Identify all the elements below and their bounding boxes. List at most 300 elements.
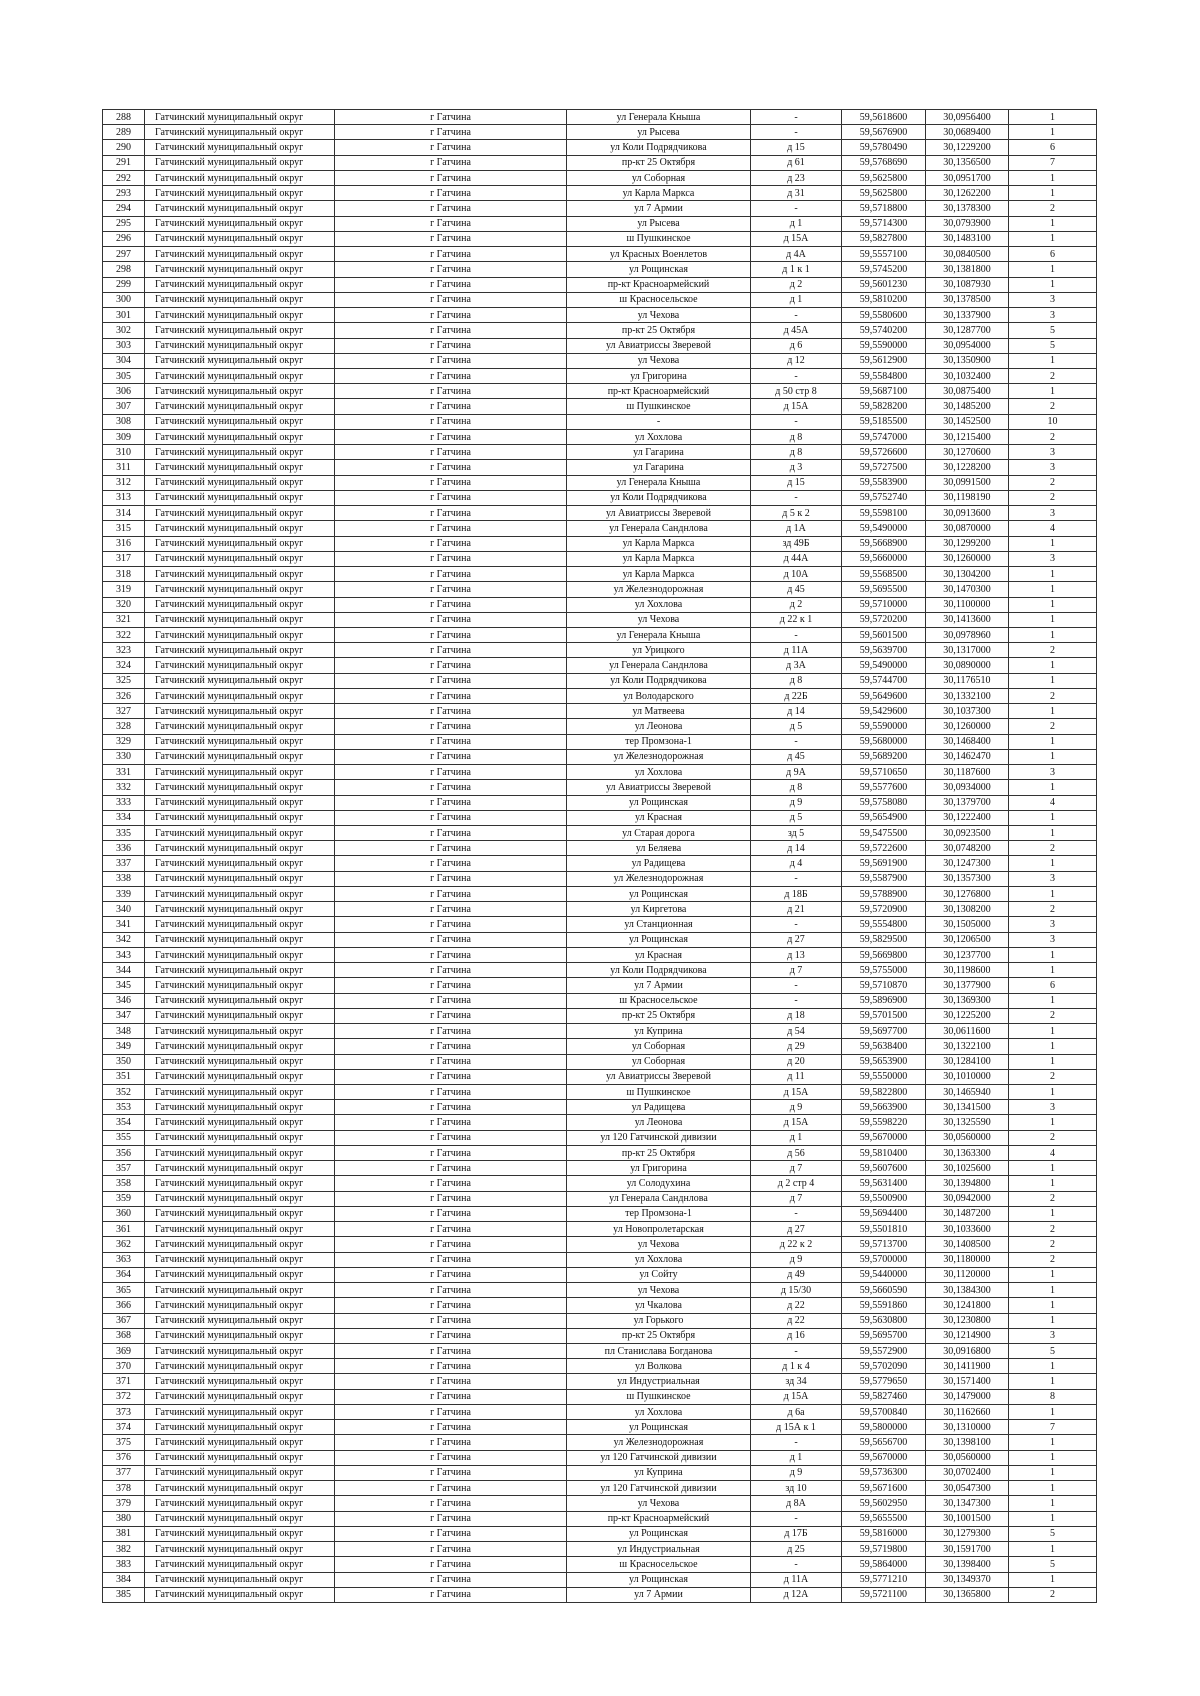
table-row — [103, 368, 1097, 383]
longitude-cell: 30,1332100 — [926, 688, 1009, 703]
longitude-cell: 30,1241800 — [926, 1298, 1009, 1313]
street-cell: ул Соборная — [567, 1054, 751, 1069]
settlement-cell: г Гатчина — [335, 490, 567, 505]
count-cell: 1 — [1009, 1283, 1097, 1298]
municipal-district-cell: Гатчинский муниципальный округ — [145, 1404, 335, 1419]
latitude-cell: 59,5710650 — [842, 765, 926, 780]
street-cell: ул Соборная — [567, 170, 751, 185]
count-cell: 7 — [1009, 1420, 1097, 1435]
latitude-cell: 59,5810400 — [842, 1145, 926, 1160]
settlement-cell: г Гатчина — [335, 110, 567, 125]
municipal-district-cell: Гатчинский муниципальный округ — [145, 1587, 335, 1602]
table-row — [103, 1237, 1097, 1252]
municipal-district-cell: Гатчинский муниципальный округ — [145, 917, 335, 932]
settlement-cell: г Гатчина — [335, 460, 567, 475]
row-number-cell: 345 — [103, 978, 145, 993]
street-cell: ул Красных Военлетов — [567, 247, 751, 262]
house-cell: д 9 — [751, 795, 842, 810]
municipal-district-cell: Гатчинский муниципальный округ — [145, 1557, 335, 1572]
count-cell: 1 — [1009, 262, 1097, 277]
latitude-cell: 59,5625800 — [842, 186, 926, 201]
longitude-cell: 30,1198600 — [926, 963, 1009, 978]
house-cell: - — [751, 1557, 842, 1572]
table-row — [103, 856, 1097, 871]
row-number-cell: 329 — [103, 734, 145, 749]
latitude-cell: 59,5660590 — [842, 1283, 926, 1298]
municipal-district-cell: Гатчинский муниципальный округ — [145, 841, 335, 856]
house-cell: д 15А — [751, 399, 842, 414]
street-cell: ул Красная — [567, 810, 751, 825]
row-number-cell: 305 — [103, 368, 145, 383]
street-cell: ул 120 Гатчинской дивизии — [567, 1450, 751, 1465]
table-row — [103, 1420, 1097, 1435]
row-number-cell: 302 — [103, 323, 145, 338]
settlement-cell: г Гатчина — [335, 1191, 567, 1206]
row-number-cell: 365 — [103, 1283, 145, 1298]
street-cell: ул Григорина — [567, 368, 751, 383]
count-cell: 1 — [1009, 658, 1097, 673]
longitude-cell: 30,1279300 — [926, 1526, 1009, 1541]
row-number-cell: 334 — [103, 810, 145, 825]
longitude-cell: 30,1394800 — [926, 1176, 1009, 1191]
longitude-cell: 30,0923500 — [926, 826, 1009, 841]
latitude-cell: 59,5590000 — [842, 338, 926, 353]
latitude-cell: 59,5710870 — [842, 978, 926, 993]
street-cell: ул Авиатриссы Зверевой — [567, 780, 751, 795]
street-cell: ул Авиатриссы Зверевой — [567, 1069, 751, 1084]
street-cell: ул Рощинская — [567, 795, 751, 810]
settlement-cell: г Гатчина — [335, 1374, 567, 1389]
municipal-district-cell: Гатчинский муниципальный округ — [145, 643, 335, 658]
table-row — [103, 201, 1097, 216]
street-cell: ул Коли Подрядчикова — [567, 673, 751, 688]
longitude-cell: 30,1341500 — [926, 1100, 1009, 1115]
longitude-cell: 30,1381800 — [926, 262, 1009, 277]
settlement-cell: г Гатчина — [335, 1008, 567, 1023]
table-row — [103, 353, 1097, 368]
latitude-cell: 59,5680000 — [842, 734, 926, 749]
house-cell: д 8А — [751, 1496, 842, 1511]
house-cell: д 45 — [751, 582, 842, 597]
table-row — [103, 765, 1097, 780]
municipal-district-cell: Гатчинский муниципальный округ — [145, 810, 335, 825]
house-cell: д 6 — [751, 338, 842, 353]
house-cell: д 11 — [751, 1069, 842, 1084]
street-cell: пр-кт 25 Октября — [567, 1328, 751, 1343]
settlement-cell: г Гатчина — [335, 704, 567, 719]
municipal-district-cell: Гатчинский муниципальный округ — [145, 1328, 335, 1343]
settlement-cell: г Гатчина — [335, 1206, 567, 1221]
row-number-cell: 380 — [103, 1511, 145, 1526]
row-number-cell: 372 — [103, 1389, 145, 1404]
municipal-district-cell: Гатчинский муниципальный округ — [145, 902, 335, 917]
house-cell: д 1 к 1 — [751, 262, 842, 277]
row-number-cell: 317 — [103, 551, 145, 566]
table-row — [103, 125, 1097, 140]
table-row — [103, 1008, 1097, 1023]
settlement-cell: г Гатчина — [335, 1024, 567, 1039]
settlement-cell: г Гатчина — [335, 673, 567, 688]
latitude-cell: 59,5475500 — [842, 826, 926, 841]
longitude-cell: 30,0702400 — [926, 1465, 1009, 1480]
latitude-cell: 59,5687100 — [842, 384, 926, 399]
table-row — [103, 323, 1097, 338]
settlement-cell: г Гатчина — [335, 1115, 567, 1130]
row-number-cell: 377 — [103, 1465, 145, 1480]
latitude-cell: 59,5829500 — [842, 932, 926, 947]
longitude-cell: 30,1462470 — [926, 749, 1009, 764]
row-number-cell: 327 — [103, 704, 145, 719]
street-cell: тер Промзона-1 — [567, 734, 751, 749]
table-row — [103, 1450, 1097, 1465]
longitude-cell: 30,0991500 — [926, 475, 1009, 490]
house-cell: - — [751, 201, 842, 216]
count-cell: 1 — [1009, 1481, 1097, 1496]
count-cell: 5 — [1009, 338, 1097, 353]
table-row — [103, 1496, 1097, 1511]
longitude-cell: 30,0954000 — [926, 338, 1009, 353]
row-number-cell: 351 — [103, 1069, 145, 1084]
street-cell: ул Радищева — [567, 1100, 751, 1115]
municipal-district-cell: Гатчинский муниципальный округ — [145, 1313, 335, 1328]
longitude-cell: 30,1287700 — [926, 323, 1009, 338]
municipal-district-cell: Гатчинский муниципальный округ — [145, 1359, 335, 1374]
row-number-cell: 297 — [103, 247, 145, 262]
table-row — [103, 719, 1097, 734]
count-cell: 3 — [1009, 292, 1097, 307]
row-number-cell: 381 — [103, 1526, 145, 1541]
street-cell: ул Чехова — [567, 353, 751, 368]
longitude-cell: 30,1483100 — [926, 231, 1009, 246]
settlement-cell: г Гатчина — [335, 1542, 567, 1557]
street-cell: ул Куприна — [567, 1024, 751, 1039]
registry-table-sheet — [102, 109, 1096, 1603]
latitude-cell: 59,5601500 — [842, 627, 926, 642]
house-cell: д 50 стр 8 — [751, 384, 842, 399]
house-cell: д 1А — [751, 521, 842, 536]
settlement-cell: г Гатчина — [335, 216, 567, 231]
longitude-cell: 30,0611600 — [926, 1024, 1009, 1039]
house-cell: д 23 — [751, 170, 842, 185]
street-cell: ул Урицкого — [567, 643, 751, 658]
longitude-cell: 30,1465940 — [926, 1085, 1009, 1100]
row-number-cell: 348 — [103, 1024, 145, 1039]
count-cell: 1 — [1009, 277, 1097, 292]
table-row — [103, 1343, 1097, 1358]
latitude-cell: 59,5612900 — [842, 353, 926, 368]
municipal-district-cell: Гатчинский муниципальный округ — [145, 1572, 335, 1587]
longitude-cell: 30,1284100 — [926, 1054, 1009, 1069]
count-cell: 2 — [1009, 1237, 1097, 1252]
count-cell: 1 — [1009, 704, 1097, 719]
longitude-cell: 30,1411900 — [926, 1359, 1009, 1374]
latitude-cell: 59,5768690 — [842, 155, 926, 170]
street-cell: - — [567, 414, 751, 429]
latitude-cell: 59,5631400 — [842, 1176, 926, 1191]
latitude-cell: 59,5598220 — [842, 1115, 926, 1130]
house-cell: - — [751, 490, 842, 505]
street-cell: ул Железнодорожная — [567, 871, 751, 886]
latitude-cell: 59,5653900 — [842, 1054, 926, 1069]
municipal-district-cell: Гатчинский муниципальный округ — [145, 475, 335, 490]
longitude-cell: 30,1037300 — [926, 704, 1009, 719]
street-cell: ул Радищева — [567, 856, 751, 871]
municipal-district-cell: Гатчинский муниципальный округ — [145, 1252, 335, 1267]
table-row — [103, 704, 1097, 719]
street-cell: ул Индустриальная — [567, 1542, 751, 1557]
settlement-cell: г Гатчина — [335, 780, 567, 795]
longitude-cell: 30,1349370 — [926, 1572, 1009, 1587]
table-row — [103, 170, 1097, 185]
municipal-district-cell: Гатчинский муниципальный округ — [145, 445, 335, 460]
row-number-cell: 349 — [103, 1039, 145, 1054]
longitude-cell: 30,0956400 — [926, 110, 1009, 125]
house-cell: д 12А — [751, 1587, 842, 1602]
table-row — [103, 643, 1097, 658]
municipal-district-cell: Гатчинский муниципальный округ — [145, 399, 335, 414]
latitude-cell: 59,5663900 — [842, 1100, 926, 1115]
house-cell: - — [751, 1511, 842, 1526]
municipal-district-cell: Гатчинский муниципальный округ — [145, 1069, 335, 1084]
longitude-cell: 30,0560000 — [926, 1130, 1009, 1145]
count-cell: 5 — [1009, 1526, 1097, 1541]
municipal-district-cell: Гатчинский муниципальный округ — [145, 1085, 335, 1100]
longitude-cell: 30,0689400 — [926, 125, 1009, 140]
street-cell: ул Рощинская — [567, 1572, 751, 1587]
latitude-cell: 59,5568500 — [842, 567, 926, 582]
latitude-cell: 59,5779650 — [842, 1374, 926, 1389]
longitude-cell: 30,1276800 — [926, 886, 1009, 901]
municipal-district-cell: Гатчинский муниципальный округ — [145, 978, 335, 993]
row-number-cell: 342 — [103, 932, 145, 947]
row-number-cell: 336 — [103, 841, 145, 856]
street-cell: ул Рысева — [567, 216, 751, 231]
row-number-cell: 356 — [103, 1145, 145, 1160]
table-row — [103, 1572, 1097, 1587]
house-cell: д 54 — [751, 1024, 842, 1039]
settlement-cell: г Гатчина — [335, 155, 567, 170]
count-cell: 3 — [1009, 765, 1097, 780]
house-cell: зд 49Б — [751, 536, 842, 551]
table-row — [103, 429, 1097, 444]
municipal-district-cell: Гатчинский муниципальный округ — [145, 384, 335, 399]
municipal-district-cell: Гатчинский муниципальный округ — [145, 110, 335, 125]
latitude-cell: 59,5440000 — [842, 1267, 926, 1282]
longitude-cell: 30,1237700 — [926, 947, 1009, 962]
municipal-district-cell: Гатчинский муниципальный округ — [145, 1374, 335, 1389]
table-row — [103, 1374, 1097, 1389]
street-cell: ул Карла Маркса — [567, 567, 751, 582]
table-row — [103, 1542, 1097, 1557]
settlement-cell: г Гатчина — [335, 1313, 567, 1328]
table-row — [103, 1206, 1097, 1221]
table-row — [103, 460, 1097, 475]
longitude-cell: 30,1308200 — [926, 902, 1009, 917]
latitude-cell: 59,5670000 — [842, 1130, 926, 1145]
longitude-cell: 30,1485200 — [926, 399, 1009, 414]
latitude-cell: 59,5771210 — [842, 1572, 926, 1587]
count-cell: 3 — [1009, 460, 1097, 475]
settlement-cell: г Гатчина — [335, 1511, 567, 1526]
street-cell: ул Железнодорожная — [567, 1435, 751, 1450]
longitude-cell: 30,1032400 — [926, 368, 1009, 383]
row-number-cell: 355 — [103, 1130, 145, 1145]
table-row — [103, 1328, 1097, 1343]
municipal-district-cell: Гатчинский муниципальный округ — [145, 627, 335, 642]
street-cell: пр-кт 25 Октября — [567, 155, 751, 170]
table-body — [103, 110, 1097, 1603]
latitude-cell: 59,5701500 — [842, 1008, 926, 1023]
longitude-cell: 30,1398100 — [926, 1435, 1009, 1450]
latitude-cell: 59,5695700 — [842, 1328, 926, 1343]
street-cell: ул Соборная — [567, 1039, 751, 1054]
row-number-cell: 353 — [103, 1100, 145, 1115]
street-cell: ш Пушкинское — [567, 1389, 751, 1404]
latitude-cell: 59,5630800 — [842, 1313, 926, 1328]
latitude-cell: 59,5557100 — [842, 247, 926, 262]
row-number-cell: 346 — [103, 993, 145, 1008]
row-number-cell: 352 — [103, 1085, 145, 1100]
latitude-cell: 59,5700000 — [842, 1252, 926, 1267]
table-row — [103, 231, 1097, 246]
street-cell: ул Железнодорожная — [567, 749, 751, 764]
street-cell: ул Гагарина — [567, 445, 751, 460]
street-cell: ул 7 Армии — [567, 978, 751, 993]
table-row — [103, 567, 1097, 582]
row-number-cell: 324 — [103, 658, 145, 673]
longitude-cell: 30,1206500 — [926, 932, 1009, 947]
table-row — [103, 1283, 1097, 1298]
municipal-district-cell: Гатчинский муниципальный округ — [145, 1450, 335, 1465]
settlement-cell: г Гатчина — [335, 277, 567, 292]
count-cell: 1 — [1009, 1039, 1097, 1054]
latitude-cell: 59,5740200 — [842, 323, 926, 338]
municipal-district-cell: Гатчинский муниципальный округ — [145, 308, 335, 323]
latitude-cell: 59,5656700 — [842, 1435, 926, 1450]
house-cell: д 15А к 1 — [751, 1420, 842, 1435]
settlement-cell: г Гатчина — [335, 826, 567, 841]
settlement-cell: г Гатчина — [335, 1526, 567, 1541]
latitude-cell: 59,5810200 — [842, 292, 926, 307]
count-cell: 1 — [1009, 1542, 1097, 1557]
longitude-cell: 30,1198190 — [926, 490, 1009, 505]
street-cell: ул Гагарина — [567, 460, 751, 475]
house-cell: д 4 — [751, 856, 842, 871]
municipal-district-cell: Гатчинский муниципальный округ — [145, 734, 335, 749]
row-number-cell: 333 — [103, 795, 145, 810]
municipal-district-cell: Гатчинский муниципальный округ — [145, 1054, 335, 1069]
table-row — [103, 963, 1097, 978]
table-row — [103, 749, 1097, 764]
municipal-district-cell: Гатчинский муниципальный округ — [145, 1161, 335, 1176]
latitude-cell: 59,5490000 — [842, 658, 926, 673]
latitude-cell: 59,5638400 — [842, 1039, 926, 1054]
row-number-cell: 294 — [103, 201, 145, 216]
latitude-cell: 59,5726600 — [842, 445, 926, 460]
house-cell: д 14 — [751, 704, 842, 719]
municipal-district-cell: Гатчинский муниципальный округ — [145, 1039, 335, 1054]
table-row — [103, 338, 1097, 353]
house-cell: д 20 — [751, 1054, 842, 1069]
house-cell: д 3А — [751, 658, 842, 673]
street-cell: ул Сойту — [567, 1267, 751, 1282]
count-cell: 4 — [1009, 795, 1097, 810]
count-cell: 2 — [1009, 1130, 1097, 1145]
count-cell: 8 — [1009, 1389, 1097, 1404]
latitude-cell: 59,5554800 — [842, 917, 926, 932]
longitude-cell: 30,1470300 — [926, 582, 1009, 597]
latitude-cell: 59,5713700 — [842, 1237, 926, 1252]
street-cell: ул Рощинская — [567, 1420, 751, 1435]
house-cell: - — [751, 125, 842, 140]
latitude-cell: 59,5827460 — [842, 1389, 926, 1404]
latitude-cell: 59,5816000 — [842, 1526, 926, 1541]
latitude-cell: 59,5577600 — [842, 780, 926, 795]
table-row — [103, 582, 1097, 597]
street-cell: ул Рысева — [567, 125, 751, 140]
house-cell: д 8 — [751, 780, 842, 795]
row-number-cell: 331 — [103, 765, 145, 780]
longitude-cell: 30,1363300 — [926, 1145, 1009, 1160]
house-cell: д 1 — [751, 1450, 842, 1465]
count-cell: 3 — [1009, 1100, 1097, 1115]
municipal-district-cell: Гатчинский муниципальный округ — [145, 125, 335, 140]
latitude-cell: 59,5550000 — [842, 1069, 926, 1084]
municipal-district-cell: Гатчинский муниципальный округ — [145, 506, 335, 521]
count-cell: 1 — [1009, 1313, 1097, 1328]
house-cell: д 4А — [751, 247, 842, 262]
table-row — [103, 1191, 1097, 1206]
row-number-cell: 361 — [103, 1222, 145, 1237]
row-number-cell: 325 — [103, 673, 145, 688]
house-cell: д 15А — [751, 231, 842, 246]
table-row — [103, 658, 1097, 673]
row-number-cell: 382 — [103, 1542, 145, 1557]
house-cell: д 1 — [751, 292, 842, 307]
settlement-cell: г Гатчина — [335, 1481, 567, 1496]
count-cell: 3 — [1009, 506, 1097, 521]
table-row — [103, 947, 1097, 962]
house-cell: д 9 — [751, 1100, 842, 1115]
count-cell: 2 — [1009, 475, 1097, 490]
latitude-cell: 59,5721100 — [842, 1587, 926, 1602]
row-number-cell: 293 — [103, 186, 145, 201]
house-cell: - — [751, 734, 842, 749]
count-cell: 1 — [1009, 1176, 1097, 1191]
house-cell: д 9 — [751, 1252, 842, 1267]
house-cell: д 27 — [751, 1222, 842, 1237]
house-cell: д 1 — [751, 216, 842, 231]
street-cell: ул Григорина — [567, 1161, 751, 1176]
longitude-cell: 30,1369300 — [926, 993, 1009, 1008]
settlement-cell: г Гатчина — [335, 308, 567, 323]
house-cell: д 15А — [751, 1115, 842, 1130]
row-number-cell: 306 — [103, 384, 145, 399]
latitude-cell: 59,5694400 — [842, 1206, 926, 1221]
street-cell: тер Промзона-1 — [567, 1206, 751, 1221]
street-cell: ул Карла Маркса — [567, 186, 751, 201]
count-cell: 1 — [1009, 353, 1097, 368]
row-number-cell: 359 — [103, 1191, 145, 1206]
longitude-cell: 30,1187600 — [926, 765, 1009, 780]
house-cell: д 61 — [751, 155, 842, 170]
settlement-cell: г Гатчина — [335, 399, 567, 414]
table-row — [103, 399, 1097, 414]
table-row — [103, 810, 1097, 825]
settlement-cell: г Гатчина — [335, 734, 567, 749]
municipal-district-cell: Гатчинский муниципальный округ — [145, 1145, 335, 1160]
municipal-district-cell: Гатчинский муниципальный округ — [145, 567, 335, 582]
